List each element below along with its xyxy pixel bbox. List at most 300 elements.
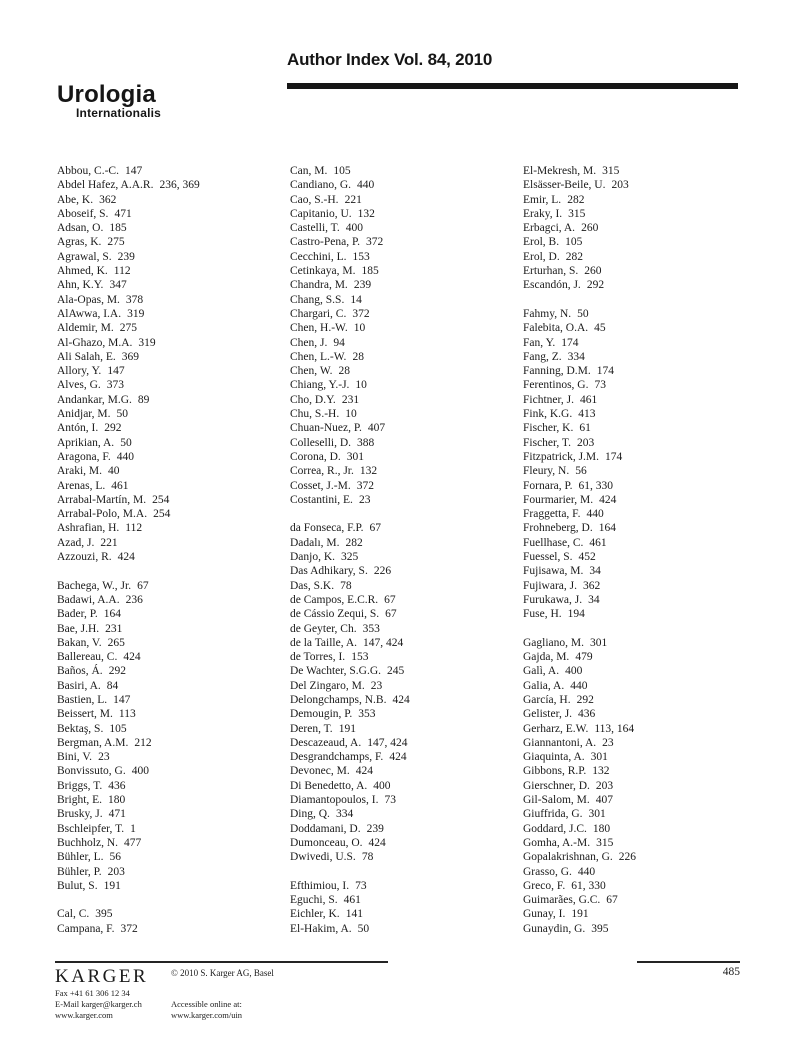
author-name: Antón, I. bbox=[57, 422, 99, 435]
index-entry bbox=[523, 164, 753, 178]
index-entry bbox=[290, 779, 520, 793]
author-name: Bright, E. bbox=[57, 794, 103, 807]
author-name: Guimarães, G.C. bbox=[523, 894, 601, 907]
page-references: 301 bbox=[590, 751, 608, 764]
index-entry bbox=[290, 207, 520, 221]
page-references: 147, 424 bbox=[367, 736, 408, 749]
page-references: 319 bbox=[138, 336, 156, 349]
page-references: 164 bbox=[598, 522, 616, 535]
index-entry bbox=[57, 807, 287, 821]
page-references: 452 bbox=[578, 551, 596, 564]
author-name: Bader, P. bbox=[57, 608, 98, 621]
author-name: Fanning, D.M. bbox=[523, 365, 591, 378]
page-references: 424 bbox=[368, 836, 386, 849]
index-entry bbox=[57, 293, 287, 307]
index-entry bbox=[57, 450, 287, 464]
index-entry bbox=[57, 393, 287, 407]
index-entry bbox=[523, 750, 753, 764]
index-entry bbox=[523, 736, 753, 750]
index-entry bbox=[523, 664, 753, 678]
index-entry bbox=[523, 235, 753, 249]
author-name: AlAwwa, I.A. bbox=[57, 307, 122, 320]
page-references: 105 bbox=[109, 722, 127, 735]
page-references: 34 bbox=[589, 565, 601, 578]
author-name: Alves, G. bbox=[57, 379, 101, 392]
author-name: Cao, S.-H. bbox=[290, 193, 339, 206]
index-entry bbox=[57, 464, 287, 478]
page-references: 372 bbox=[120, 922, 138, 935]
page-references: 23 bbox=[98, 751, 110, 764]
index-entry bbox=[523, 879, 753, 893]
page-references: 28 bbox=[352, 350, 364, 363]
page-references: 73 bbox=[384, 794, 396, 807]
page-references: 479 bbox=[575, 651, 593, 664]
author-name: Agras, K. bbox=[57, 236, 102, 249]
author-name: de Campos, E.C.R. bbox=[290, 593, 379, 606]
index-entry bbox=[57, 493, 287, 507]
page-references: 23 bbox=[370, 679, 383, 692]
author-name: Allory, Y. bbox=[57, 365, 102, 378]
author-name: Badawi, A.A. bbox=[57, 593, 120, 606]
page-references: 292 bbox=[576, 693, 594, 706]
page-references: 10 bbox=[345, 408, 357, 421]
page-references: 400 bbox=[345, 222, 363, 235]
author-name: Escandón, J. bbox=[523, 279, 581, 292]
author-name: Chen, L.-W. bbox=[290, 350, 347, 363]
index-entry bbox=[57, 479, 287, 493]
page-references: 61 bbox=[579, 422, 591, 435]
index-entry bbox=[57, 221, 287, 235]
index-entry bbox=[290, 793, 520, 807]
author-name: Anidjar, M. bbox=[57, 408, 111, 421]
index-entry bbox=[290, 564, 520, 578]
page-references: 236, 369 bbox=[159, 179, 200, 192]
page-references: 315 bbox=[596, 836, 614, 849]
author-name: Buchholz, N. bbox=[57, 836, 119, 849]
page-references: 67 bbox=[606, 894, 618, 907]
page-references: 147 bbox=[113, 693, 131, 706]
page-references: 67 bbox=[385, 608, 397, 621]
author-name: Ahmed, K. bbox=[57, 265, 108, 278]
footer-rule-left bbox=[55, 961, 388, 963]
index-entry bbox=[523, 493, 753, 507]
index-entry bbox=[57, 178, 287, 192]
author-name: Gagliano, M. bbox=[523, 636, 585, 649]
author-name: Deren, T. bbox=[290, 722, 333, 735]
page-references: 105 bbox=[333, 165, 351, 177]
author-name: Ashrafian, H. bbox=[57, 522, 120, 535]
index-entry bbox=[290, 850, 520, 864]
index-entry bbox=[57, 879, 287, 893]
author-name: Diamantopoulos, I. bbox=[290, 794, 379, 807]
author-name: Candiano, G. bbox=[290, 179, 352, 192]
index-entry bbox=[57, 207, 287, 221]
page-references: 319 bbox=[127, 307, 145, 320]
author-name: Gopalakrishnan, G. bbox=[523, 851, 613, 864]
index-entry bbox=[290, 164, 520, 178]
author-name: Fujiwara, J. bbox=[523, 579, 577, 592]
page-number: 485 bbox=[722, 966, 740, 978]
letter-group-e bbox=[523, 164, 753, 293]
index-entry bbox=[523, 207, 753, 221]
page-references: 14 bbox=[350, 293, 362, 306]
page-references: 153 bbox=[352, 250, 370, 263]
page-references: 40 bbox=[108, 465, 120, 478]
author-name: de Geyter, Ch. bbox=[290, 622, 357, 635]
letter-group-g bbox=[523, 636, 753, 936]
index-entry bbox=[290, 307, 520, 321]
index-entry bbox=[290, 464, 520, 478]
index-entry bbox=[523, 893, 753, 907]
page-references: 105 bbox=[565, 236, 583, 249]
author-name: Correa, R., Jr. bbox=[290, 465, 354, 478]
page-references: 369 bbox=[121, 350, 140, 363]
page-references: 400 bbox=[373, 779, 391, 792]
author-name: Grasso, G. bbox=[523, 865, 572, 878]
page-references: 275 bbox=[107, 236, 125, 249]
author-name: Cal, C. bbox=[57, 908, 90, 921]
page-references: 245 bbox=[387, 665, 405, 678]
page-references: 203 bbox=[576, 436, 595, 449]
letter-group-c bbox=[290, 164, 520, 507]
index-entry bbox=[57, 421, 287, 435]
author-name: de Cássio Zequi, S. bbox=[290, 608, 380, 621]
page-references: 78 bbox=[340, 579, 352, 592]
letter-group-b bbox=[57, 579, 287, 894]
index-column bbox=[290, 164, 520, 950]
page-references: 239 bbox=[117, 250, 135, 263]
index-entry bbox=[523, 693, 753, 707]
index-entry bbox=[523, 450, 753, 464]
publisher-logo: KARGER bbox=[55, 966, 149, 987]
author-name: Fornara, P. bbox=[523, 479, 573, 492]
page-references: 34 bbox=[588, 593, 600, 606]
author-name: Dwivedi, U.S. bbox=[290, 851, 356, 864]
index-entry bbox=[57, 250, 287, 264]
author-name: Abdel Hafez, A.A.R. bbox=[57, 179, 154, 192]
author-name: Bini, V. bbox=[57, 751, 93, 764]
index-entry bbox=[290, 550, 520, 564]
letter-group-c bbox=[57, 907, 287, 936]
index-entry bbox=[57, 679, 287, 693]
index-entry bbox=[57, 922, 287, 936]
index-entry bbox=[290, 693, 520, 707]
author-name: Agrawal, S. bbox=[57, 250, 112, 263]
index-entry bbox=[57, 193, 287, 207]
letter-group-d bbox=[290, 521, 520, 864]
author-name: Bschleipfer, T. bbox=[57, 822, 125, 835]
letter-group-a bbox=[57, 164, 287, 564]
page-references: 292 bbox=[586, 279, 605, 292]
index-entry bbox=[57, 436, 287, 450]
page-references: 185 bbox=[109, 222, 127, 235]
index-column bbox=[57, 164, 287, 950]
publisher-contact bbox=[55, 988, 142, 1020]
index-entry bbox=[290, 364, 520, 378]
author-name: Frohneberg, D. bbox=[523, 522, 593, 535]
index-entry bbox=[57, 793, 287, 807]
author-name: Al-Ghazo, M.A. bbox=[57, 336, 133, 349]
index-entry bbox=[523, 278, 753, 292]
author-name: El-Mekresh, M. bbox=[523, 165, 597, 177]
index-entry bbox=[523, 407, 753, 421]
index-entry bbox=[523, 822, 753, 836]
author-name: Emir, L. bbox=[523, 193, 562, 206]
author-name: Arenas, L. bbox=[57, 479, 106, 492]
index-column bbox=[523, 164, 753, 950]
page-references: 67 bbox=[137, 579, 149, 592]
author-name: Doddamani, D. bbox=[290, 822, 361, 835]
page-references: 362 bbox=[99, 193, 117, 206]
author-name: Gunay, I. bbox=[523, 908, 566, 921]
author-name: Bühler, P. bbox=[57, 865, 102, 878]
page-references: 461 bbox=[111, 479, 129, 492]
online-access bbox=[171, 999, 242, 1021]
author-name: Fourmarier, M. bbox=[523, 493, 594, 506]
index-entry bbox=[290, 264, 520, 278]
author-name: Cetinkaya, M. bbox=[290, 265, 356, 278]
page-references: 413 bbox=[578, 408, 596, 421]
page-references: 440 bbox=[577, 865, 596, 878]
author-name: Efthimiou, I. bbox=[290, 879, 350, 892]
page-references: 372 bbox=[365, 236, 384, 249]
index-entry bbox=[523, 922, 753, 936]
index-entry bbox=[523, 650, 753, 664]
page-references: 78 bbox=[361, 851, 374, 864]
author-name: Fuellhase, C. bbox=[523, 536, 584, 549]
page-references: 203 bbox=[595, 779, 614, 792]
author-name: Bulut, S. bbox=[57, 879, 98, 892]
author-name: Erol, B. bbox=[523, 236, 560, 249]
author-name: Fuse, H. bbox=[523, 608, 562, 621]
author-name: Galì, A. bbox=[523, 665, 560, 678]
page-references: 50 bbox=[116, 408, 129, 421]
page-references: 424 bbox=[392, 693, 410, 706]
index-entry bbox=[523, 722, 753, 736]
author-name: Fink, K.G. bbox=[523, 408, 573, 421]
page-references: 424 bbox=[599, 493, 617, 506]
index-entry bbox=[523, 865, 753, 879]
author-name: Azzouzi, R. bbox=[57, 551, 112, 564]
index-entry bbox=[57, 607, 287, 621]
author-name: Abe, K. bbox=[57, 193, 94, 206]
author-name: Di Benedetto, A. bbox=[290, 779, 368, 792]
author-name: Cho, D.Y. bbox=[290, 393, 336, 406]
author-name: Chen, H.-W. bbox=[290, 322, 348, 335]
index-entry bbox=[57, 650, 287, 664]
page-references: 132 bbox=[357, 207, 375, 220]
index-entry bbox=[290, 378, 520, 392]
author-name: Bonvissuto, G. bbox=[57, 765, 126, 778]
author-name: Fan, Y. bbox=[523, 336, 556, 349]
page-references: 260 bbox=[584, 265, 602, 278]
page-references: 400 bbox=[131, 765, 149, 778]
author-name: Eraky, I. bbox=[523, 207, 563, 220]
index-entry bbox=[57, 693, 287, 707]
index-entry bbox=[57, 707, 287, 721]
page-references: 174 bbox=[561, 336, 579, 349]
index-entry bbox=[57, 836, 287, 850]
page-references: 424 bbox=[117, 551, 135, 564]
author-name: Aldemir, M. bbox=[57, 322, 114, 335]
author-name: Azad, J. bbox=[57, 536, 95, 549]
index-entry bbox=[523, 250, 753, 264]
index-entry bbox=[290, 736, 520, 750]
index-entry bbox=[523, 193, 753, 207]
index-entry bbox=[290, 664, 520, 678]
index-entry bbox=[523, 378, 753, 392]
author-name: Dadalı, M. bbox=[290, 536, 340, 549]
author-name: Chiang, Y.-J. bbox=[290, 379, 350, 392]
author-name: Fahmy, N. bbox=[523, 307, 572, 320]
author-name: Elsässer-Beile, U. bbox=[523, 179, 606, 192]
online-access-label: Accessible online at: bbox=[171, 998, 242, 1009]
author-name: Danjo, K. bbox=[290, 551, 336, 564]
author-name: Fischer, T. bbox=[523, 436, 571, 449]
page-references: 56 bbox=[575, 465, 587, 478]
index-entry bbox=[523, 464, 753, 478]
page-references: 424 bbox=[355, 765, 373, 778]
footer-rule-right bbox=[637, 961, 740, 963]
page-references: 372 bbox=[356, 479, 374, 492]
author-name: Giaquinta, A. bbox=[523, 751, 585, 764]
page-references: 260 bbox=[581, 222, 599, 235]
index-entry bbox=[57, 235, 287, 249]
author-name: Fitzpatrick, J.M. bbox=[523, 450, 600, 463]
index-entry bbox=[523, 421, 753, 435]
page-references: 10 bbox=[355, 379, 367, 392]
index-entry bbox=[57, 407, 287, 421]
page-references: 301 bbox=[346, 450, 365, 463]
index-entry bbox=[523, 607, 753, 621]
page-references: 185 bbox=[361, 265, 379, 278]
author-name: Das Adhikary, S. bbox=[290, 565, 368, 578]
fax-number: Fax +41 61 306 12 34 bbox=[55, 988, 130, 998]
index-entry bbox=[57, 507, 287, 521]
index-entry bbox=[523, 350, 753, 364]
author-name: Chen, J. bbox=[290, 336, 328, 349]
author-name: Das, S.K. bbox=[290, 579, 335, 592]
index-entry bbox=[290, 593, 520, 607]
author-name: Giuffrida, G. bbox=[523, 808, 583, 821]
index-entry bbox=[57, 264, 287, 278]
page-references: 301 bbox=[590, 636, 608, 649]
page-references: 424 bbox=[123, 651, 141, 664]
index-entry bbox=[523, 336, 753, 350]
journal-subname: Internationalis bbox=[76, 106, 162, 120]
page-references: 315 bbox=[568, 207, 586, 220]
page-references: 226 bbox=[373, 565, 392, 578]
index-entry bbox=[57, 278, 287, 292]
index-entry bbox=[57, 550, 287, 564]
author-name: de Torres, I. bbox=[290, 651, 346, 664]
author-name: Fleury, N. bbox=[523, 465, 570, 478]
page-references: 292 bbox=[108, 665, 126, 678]
page-references: 180 bbox=[108, 794, 126, 807]
index-entry bbox=[57, 822, 287, 836]
index-entry bbox=[290, 922, 520, 936]
index-entry bbox=[523, 679, 753, 693]
index-entry bbox=[57, 736, 287, 750]
index-entry bbox=[57, 750, 287, 764]
page-references: 440 bbox=[357, 179, 375, 192]
author-name: Baños, Á. bbox=[57, 665, 103, 678]
index-entry bbox=[523, 836, 753, 850]
index-entry bbox=[523, 364, 753, 378]
journal-logo bbox=[57, 82, 161, 120]
index-entry bbox=[290, 336, 520, 350]
index-entry bbox=[523, 564, 753, 578]
index-entry bbox=[57, 722, 287, 736]
letter-group-f bbox=[523, 307, 753, 622]
page-references: 147 bbox=[124, 165, 143, 177]
index-entry bbox=[523, 221, 753, 235]
page-references: 164 bbox=[103, 608, 121, 621]
page-references: 147 bbox=[107, 365, 125, 378]
author-name: Eichler, K. bbox=[290, 908, 340, 921]
author-name: Bektaş, S. bbox=[57, 722, 104, 735]
author-name: Chuan-Nuez, P. bbox=[290, 422, 362, 435]
page-references: 239 bbox=[353, 279, 372, 292]
author-name: Dumonceau, O. bbox=[290, 836, 363, 849]
index-entry bbox=[290, 421, 520, 435]
index-entry bbox=[57, 164, 287, 178]
page-references: 440 bbox=[570, 679, 588, 692]
index-entry bbox=[290, 722, 520, 736]
author-name: Brusky, J. bbox=[57, 808, 103, 821]
page-references: 174 bbox=[605, 450, 623, 463]
page-references: 147, 424 bbox=[363, 636, 404, 649]
page-references: 407 bbox=[595, 794, 614, 807]
author-name: Giannantoni, A. bbox=[523, 736, 597, 749]
index-entry bbox=[523, 178, 753, 192]
author-name: Aprikian, A. bbox=[57, 436, 115, 449]
page-references: 477 bbox=[124, 836, 142, 849]
author-name: Andankar, M.G. bbox=[57, 393, 132, 406]
page-references: 334 bbox=[567, 350, 585, 363]
index-entry bbox=[290, 636, 520, 650]
index-entry bbox=[57, 622, 287, 636]
author-name: Costantini, E. bbox=[290, 493, 353, 506]
website-url: www.karger.com bbox=[55, 1009, 113, 1020]
page-references: 226 bbox=[618, 851, 636, 864]
index-entry bbox=[290, 493, 520, 507]
index-entry bbox=[57, 350, 287, 364]
author-name: Gierschner, D. bbox=[523, 779, 590, 792]
index-entry bbox=[57, 579, 287, 593]
index-entry bbox=[290, 707, 520, 721]
header-rule bbox=[287, 83, 738, 89]
author-name: Falebita, O.A. bbox=[523, 322, 589, 335]
index-entry bbox=[290, 750, 520, 764]
index-entry bbox=[290, 893, 520, 907]
author-name: De Wachter, S.G.G. bbox=[290, 665, 382, 678]
index-entry bbox=[290, 679, 520, 693]
page-references: 254 bbox=[152, 493, 170, 506]
author-name: García, H. bbox=[523, 693, 571, 706]
page-references: 231 bbox=[341, 393, 360, 406]
author-name: Fichtner, J. bbox=[523, 393, 574, 406]
page-references: 400 bbox=[565, 665, 583, 678]
author-name: Gelister, J. bbox=[523, 708, 573, 721]
index-entry bbox=[523, 536, 753, 550]
index-entry bbox=[57, 779, 287, 793]
page-references: 89 bbox=[137, 393, 150, 406]
author-name: Fang, Z. bbox=[523, 350, 562, 363]
page-references: 334 bbox=[335, 808, 354, 821]
page-references: 301 bbox=[588, 808, 606, 821]
page-references: 132 bbox=[359, 465, 378, 478]
